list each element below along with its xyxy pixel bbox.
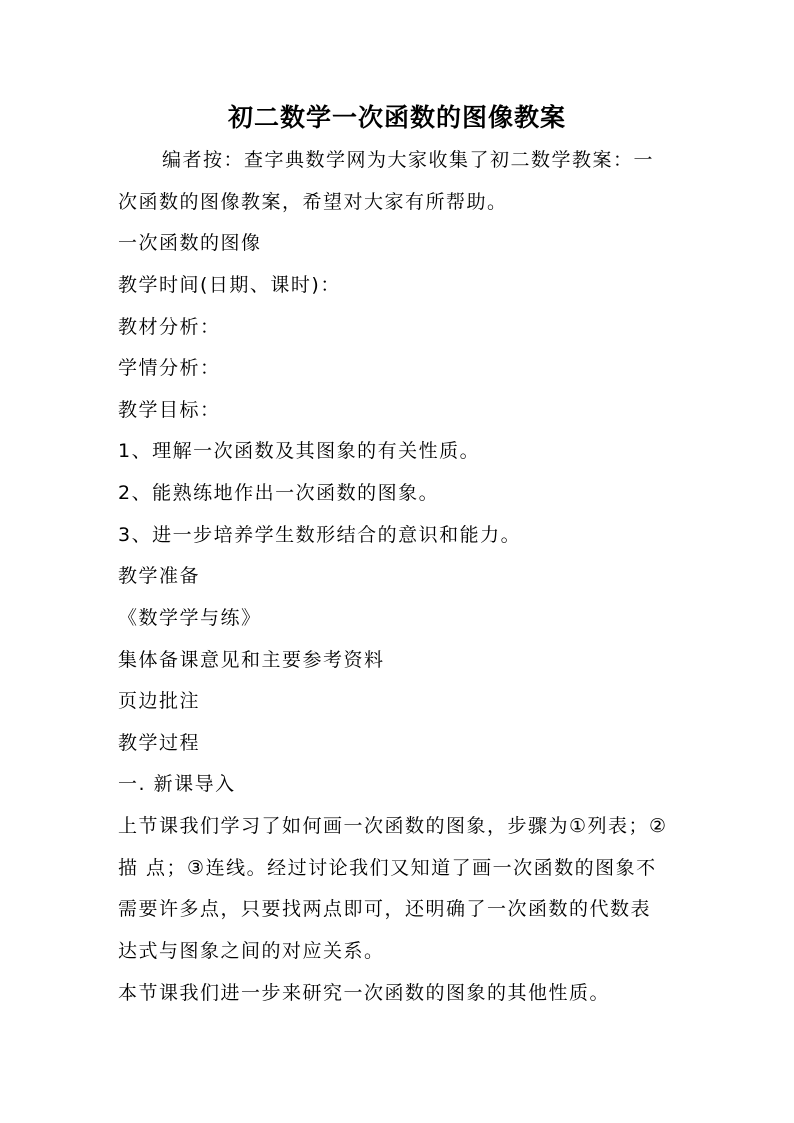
paragraph-1-line-2: 描 点；③连线。经过讨论我们又知道了画一次函数的图象不 <box>118 857 657 879</box>
margin-notes-label: 页边批注 <box>118 690 201 712</box>
learner-analysis: 学情分析： <box>118 357 221 379</box>
teaching-goals-label: 教学目标： <box>118 399 221 421</box>
section-new-lesson: 一. 新课导入 <box>118 773 236 795</box>
document-title: 初二数学一次函数的图像教案 <box>227 103 566 132</box>
paragraph-1-line-4: 达式与图象之间的对应关系。 <box>118 940 385 962</box>
goal-item-2: 2、能熟练地作出一次函数的图象。 <box>118 482 440 504</box>
goal-item-3: 3、进一步培养学生数形结合的意识和能力。 <box>118 524 522 546</box>
paragraph-2: 本节课我们进一步来研究一次函数的图象的其他性质。 <box>118 982 611 1004</box>
goal-item-1: 1、理解一次函数及其图象的有关性质。 <box>118 440 481 462</box>
teaching-process-label: 教学过程 <box>118 732 201 754</box>
paragraph-1-line-1: 上节课我们学习了如何画一次函数的图象，步骤为①列表；② <box>118 815 668 837</box>
section-heading: 一次函数的图像 <box>118 232 262 254</box>
intro-line-1: 编者按：查字典数学网为大家收集了初二数学教案：一 <box>162 149 655 171</box>
material-analysis: 教材分析： <box>118 316 221 338</box>
collective-prep: 集体备课意见和主要参考资料 <box>118 649 385 671</box>
teaching-prep-label: 教学准备 <box>118 565 201 587</box>
paragraph-1-line-3: 需要许多点，只要找两点即可，还明确了一次函数的代数表 <box>118 898 652 920</box>
book-title: 《数学学与练》 <box>118 607 262 629</box>
intro-line-2: 次函数的图像教案，希望对大家有所帮助。 <box>118 191 508 213</box>
teaching-time: 教学时间(日期、课时)： <box>118 274 341 296</box>
